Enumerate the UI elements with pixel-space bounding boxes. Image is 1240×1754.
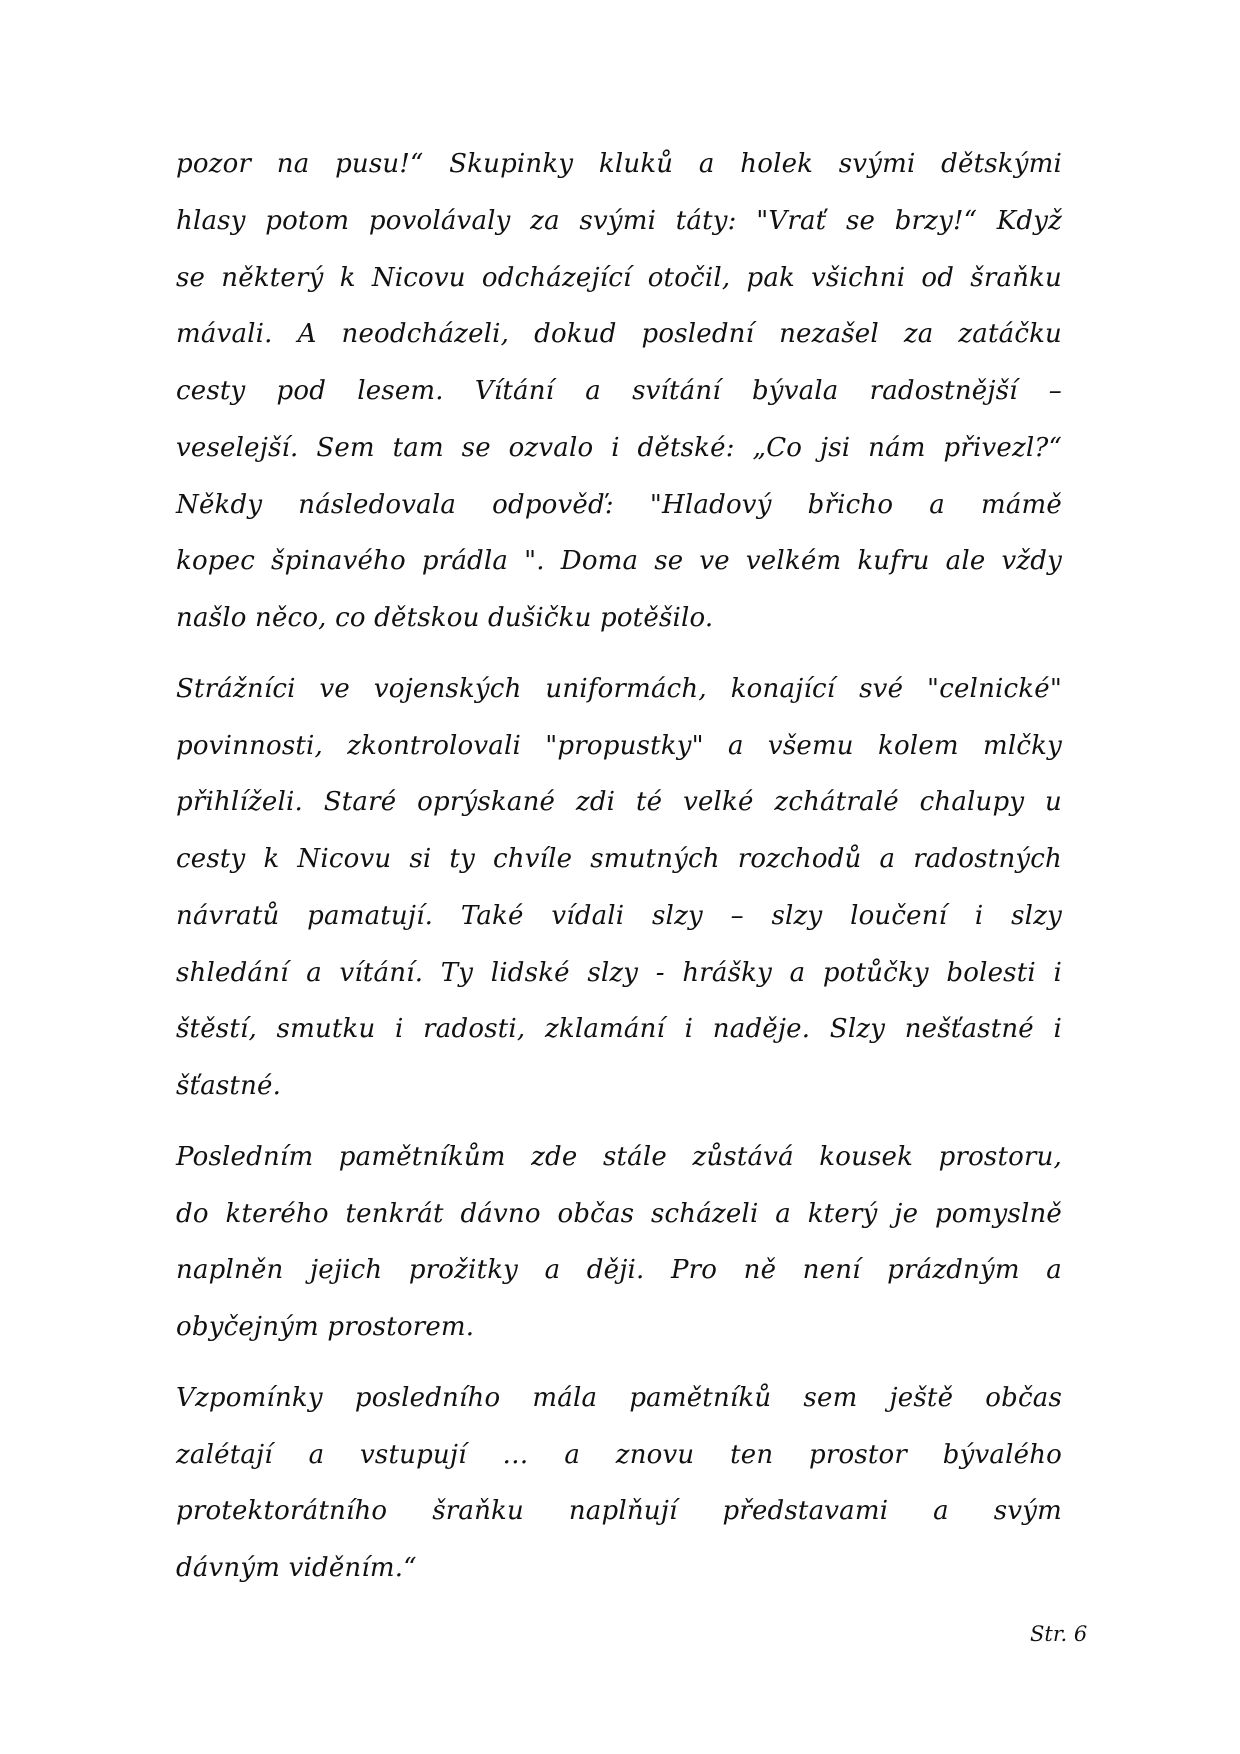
- text-line: se některý k Nicovu odcházející otočil, pak všichni od šraňku: [176, 262, 1062, 293]
- text-line: cesty pod lesem. Vítání a svítání bývala radostnější –: [176, 376, 1062, 406]
- text-line: cesty k Nicovu si ty chvíle smutných rozchodů a radostných: [176, 844, 1062, 874]
- text-line: dávným viděním.“: [176, 1553, 417, 1583]
- text-line: pozor na pusu!“ Skupinky kluků a holek svými dětskými: [176, 149, 1062, 179]
- text-line: mávali. A neodcházeli, dokud poslední nezašel za zatáčku: [176, 319, 1062, 350]
- text-line: Posledním pamětníkům zde stále zůstává kousek prostoru,: [176, 1141, 1062, 1172]
- text-line: štěstí, smutku i radosti, zklamání i naděje. Slzy nešťastné i: [176, 1014, 1062, 1045]
- paragraph-2: [176, 661, 1062, 1115]
- paragraph-3: [176, 1129, 1062, 1356]
- text-line: do kterého tenkrát dávno občas scházeli a který je pomyslně: [176, 1198, 1062, 1229]
- text-line: hlasy potom povolávaly za svými táty: "Vrať se brzy!“ Když: [176, 205, 1062, 236]
- text-line: návratů pamatují. Také vídali slzy – slzy loučení i slzy: [176, 900, 1062, 931]
- text-line: Někdy následovala odpověď: "Hladový břicho a mámě: [176, 489, 1062, 520]
- text-line: Strážníci ve vojenských uniformách, konající své "celnické": [176, 673, 1062, 704]
- text-line: našlo něco, co dětskou dušičku potěšilo.: [176, 603, 714, 633]
- text-line: veselejší. Sem tam se ozvalo i dětské: „Co jsi nám přivezl?“: [176, 432, 1062, 463]
- text-line: povinnosti, zkontrolovali "propustky" a všemu kolem mlčky: [176, 730, 1062, 761]
- page-number: Str. 6: [1030, 1622, 1088, 1646]
- text-line: Vzpomínky posledního mála pamětníků sem ještě občas: [176, 1382, 1062, 1413]
- text-line: naplněn jejich prožitky a ději. Pro ně není prázdným a: [176, 1255, 1062, 1286]
- text-line: shledání a vítání. Ty lidské slzy - hrášky a potůčky bolesti i: [176, 957, 1062, 988]
- text-line: protektorátního šraňku naplňují představami a svým: [176, 1496, 1062, 1527]
- text-line: šťastné.: [176, 1071, 282, 1101]
- text-line: zalétají a vstupují … a znovu ten prostor bývalého: [176, 1439, 1062, 1470]
- text-line: obyčejným prostorem.: [176, 1312, 475, 1342]
- paragraph-4: [176, 1370, 1062, 1597]
- body-text: [176, 136, 1062, 1611]
- text-line: kopec špinavého prádla ". Doma se ve velkém kufru ale vždy: [176, 546, 1062, 577]
- text-line: přihlíželi. Staré oprýskané zdi té velké zchátralé chalupy u: [176, 787, 1062, 818]
- paragraph-1: [176, 136, 1062, 647]
